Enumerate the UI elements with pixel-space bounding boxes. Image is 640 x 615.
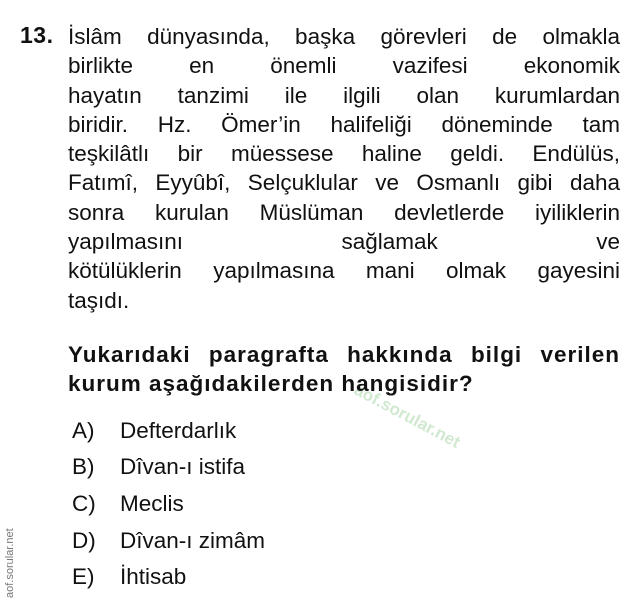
option-letter: C): [72, 491, 96, 516]
watermark-diagonal: aof.sorular.net: [351, 380, 464, 452]
question-number: 13.: [20, 22, 54, 48]
prompt-line: Yukarıdaki paragrafta hakkında bilgi verilen: [68, 342, 620, 367]
stem-line: kötülüklerin yapılmasına mani olmak gayesini: [68, 258, 620, 284]
stem-line: yapılmasını sağlamak ve: [68, 229, 620, 255]
stem-line: teşkilâtlı bir müessese haline geldi. Endülüs,: [68, 141, 620, 167]
option-text: Dîvan-ı zimâm: [120, 528, 266, 553]
stem-line: İslâm dünyasında, başka görevleri de olmakla: [68, 24, 620, 49]
option-letter: D): [72, 528, 96, 553]
option-text: İhtisab: [120, 564, 187, 589]
watermark-side: aof.sorular.net: [4, 528, 16, 598]
option-text: Dîvan-ı istifa: [120, 454, 246, 479]
stem-line: taşıdı.: [68, 287, 130, 313]
stem-line: biridir. Hz. Ömer’in halifeliği döneminde tam: [68, 111, 620, 137]
option-text: Meclis: [120, 491, 184, 516]
prompt-line: kurum aşağıdakilerden hangisidir?: [68, 371, 474, 396]
stem-line: birlikte en önemli vazifesi ekonomik: [68, 53, 620, 79]
stem-line: Fatımî, Eyyûbî, Selçuklular ve Osmanlı gibi daha: [68, 170, 620, 196]
stem-line: hayatın tanzimi ile ilgili olan kurumlardan: [68, 82, 620, 108]
question-stem: [68, 22, 620, 315]
option-letter: E): [72, 564, 95, 589]
option-letter: B): [72, 454, 95, 479]
stem-line: sonra kurulan Müslüman devletlerde iyiliklerin: [68, 199, 620, 225]
question-prompt: [68, 340, 620, 398]
option-letter: A): [72, 418, 95, 443]
option-text: Defterdarlık: [120, 418, 237, 443]
